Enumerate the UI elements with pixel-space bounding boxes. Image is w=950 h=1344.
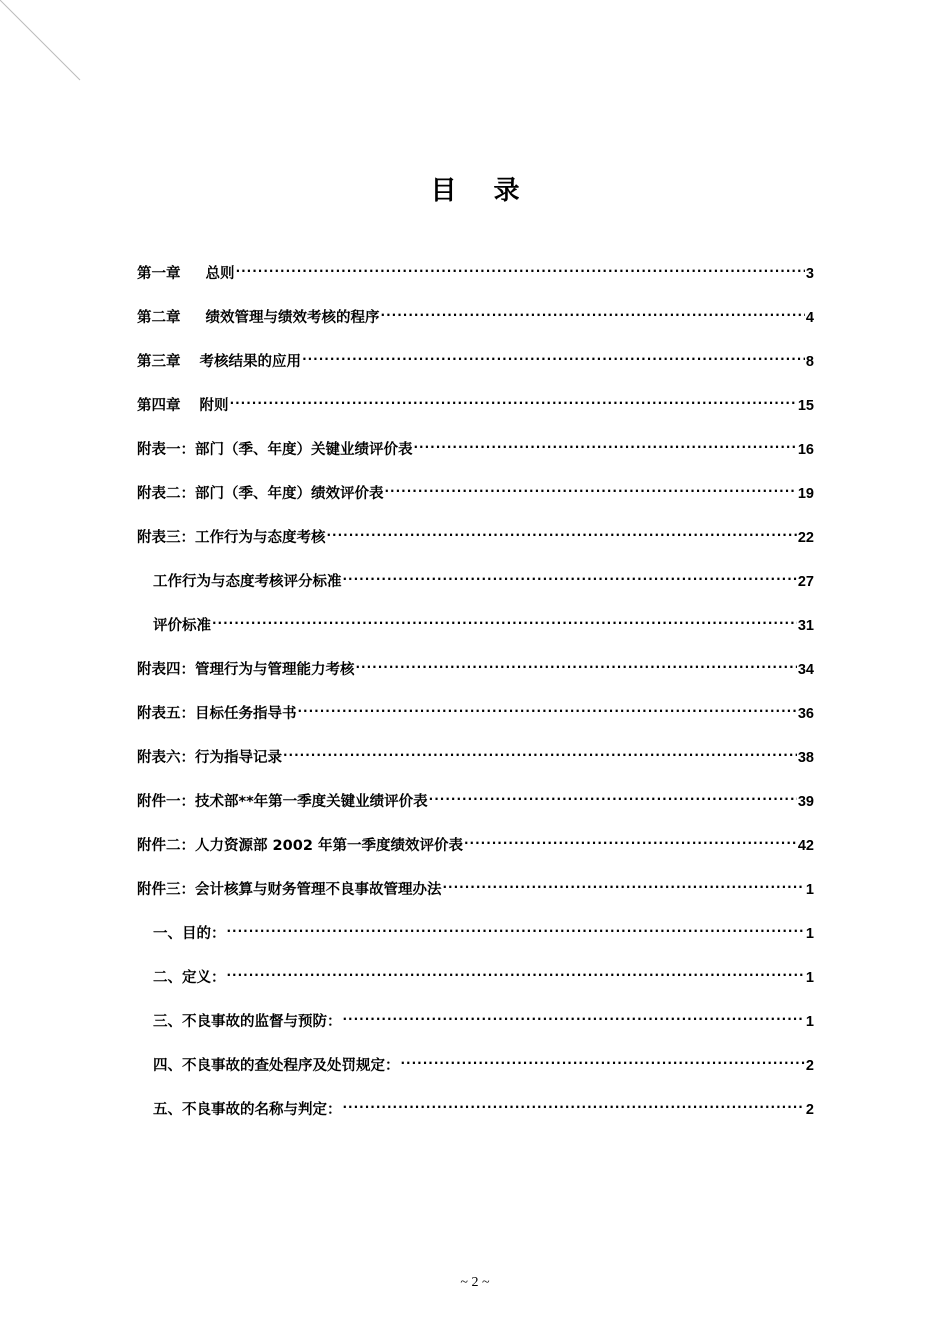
toc-entry[interactable] <box>153 1002 814 1030</box>
toc-entry-text: 第四章 附则 <box>137 398 229 414</box>
toc-leader-dots <box>343 1090 805 1114</box>
toc-entry[interactable] <box>153 958 814 986</box>
toc-entry[interactable] <box>153 914 814 942</box>
toc-title: 目 录 <box>430 176 534 206</box>
toc-entry[interactable] <box>153 1046 814 1074</box>
toc-entry-page: 1 <box>805 926 814 942</box>
toc-entry-page: 1 <box>805 1014 814 1030</box>
toc-leader-dots <box>429 782 797 806</box>
toc-entry-page: 4 <box>805 310 814 326</box>
toc-entry[interactable] <box>137 430 814 458</box>
toc-entry[interactable] <box>137 738 814 766</box>
toc-leader-dots <box>356 650 797 674</box>
toc-leader-dots <box>212 606 797 630</box>
toc-leader-dots <box>343 1002 805 1026</box>
toc-entry-text: 附表四：管理行为与管理能力考核 <box>137 662 355 678</box>
toc-entry-text: 附表一：部门（季、年度）关键业绩评价表 <box>137 442 413 458</box>
toc-entry-page: 1 <box>805 970 814 986</box>
toc-leader-dots <box>230 386 797 410</box>
toc-entry[interactable] <box>153 606 814 634</box>
toc-leader-dots <box>283 738 797 762</box>
toc-entry[interactable] <box>153 562 814 590</box>
toc-entry[interactable] <box>137 474 814 502</box>
toc-entry-page: 36 <box>797 706 814 722</box>
toc-entry-page: 27 <box>797 574 814 590</box>
toc-leader-dots <box>327 518 797 542</box>
toc-entry[interactable] <box>137 694 814 722</box>
toc-entry[interactable] <box>153 1090 814 1118</box>
toc-entry-page: 3 <box>805 266 814 282</box>
toc-entry-text: 附表二：部门（季、年度）绩效评价表 <box>137 486 384 502</box>
toc-leader-dots <box>227 958 805 982</box>
toc-leader-dots <box>381 298 805 322</box>
toc-entry-page: 2 <box>805 1058 814 1074</box>
toc-entry[interactable] <box>137 342 814 370</box>
toc-entry-text: 四、不良事故的查处程序及处罚规定： <box>153 1058 400 1074</box>
toc-entry-text: 第一章 总则 <box>137 266 235 282</box>
toc-entry-page: 8 <box>805 354 814 370</box>
toc-entry[interactable] <box>137 870 814 898</box>
toc-entry[interactable] <box>137 650 814 678</box>
toc-leader-dots <box>414 430 797 454</box>
toc-entry-text: 工作行为与态度考核评分标准 <box>153 574 342 590</box>
toc-entry-page: 39 <box>797 794 814 810</box>
toc-entry-text: 评价标准 <box>153 618 211 634</box>
toc-entry-page: 2 <box>805 1102 814 1118</box>
toc-entry-page: 1 <box>805 882 814 898</box>
toc-entry-text: 附件二：人力资源部 2002 年第一季度绩效评价表 <box>137 838 463 854</box>
toc-leader-dots <box>227 914 805 938</box>
toc-leader-dots <box>302 342 805 366</box>
toc-entry-text: 附件三：会计核算与财务管理不良事故管理办法 <box>137 882 442 898</box>
toc-entry-text: 五、不良事故的名称与判定： <box>153 1102 342 1118</box>
toc-entry-page: 31 <box>797 618 814 634</box>
page-corner-mark <box>0 0 90 90</box>
toc-entry[interactable] <box>137 826 814 854</box>
toc-entry-text: 附件一：技术部**年第一季度关键业绩评价表 <box>137 794 428 810</box>
toc-leader-dots <box>298 694 797 718</box>
toc-entry-text: 三、不良事故的监督与预防： <box>153 1014 342 1030</box>
toc-leader-dots <box>385 474 797 498</box>
toc-entry-page: 22 <box>797 530 814 546</box>
toc-entry[interactable] <box>137 386 814 414</box>
toc-leader-dots <box>443 870 805 894</box>
toc-entry[interactable] <box>137 782 814 810</box>
toc-entry-page: 34 <box>797 662 814 678</box>
toc-entry[interactable] <box>137 254 814 282</box>
toc-entry-page: 16 <box>797 442 814 458</box>
toc-entry-page: 42 <box>797 838 814 854</box>
page-number-footer: ~ 2 ~ <box>460 1275 490 1290</box>
toc-leader-dots <box>464 826 797 850</box>
toc-entry-text: 一、目的： <box>153 926 226 942</box>
toc-entry-page: 15 <box>797 398 814 414</box>
toc-entry-text: 附表三：工作行为与态度考核 <box>137 530 326 546</box>
toc-entry-text: 附表六：行为指导记录 <box>137 750 282 766</box>
toc-entry-text: 第三章 考核结果的应用 <box>137 354 302 370</box>
toc-entry[interactable] <box>137 298 814 326</box>
toc-entry-page: 19 <box>797 486 814 502</box>
toc-entry[interactable] <box>137 518 814 546</box>
toc-leader-dots <box>401 1046 805 1070</box>
toc-entry-text: 附表五：目标任务指导书 <box>137 706 297 722</box>
toc-leader-dots <box>236 254 805 278</box>
toc-entry-text: 第二章 绩效管理与绩效考核的程序 <box>137 310 380 326</box>
toc-entry-text: 二、定义： <box>153 970 226 986</box>
toc-leader-dots <box>343 562 797 586</box>
toc-entry-page: 38 <box>797 750 814 766</box>
